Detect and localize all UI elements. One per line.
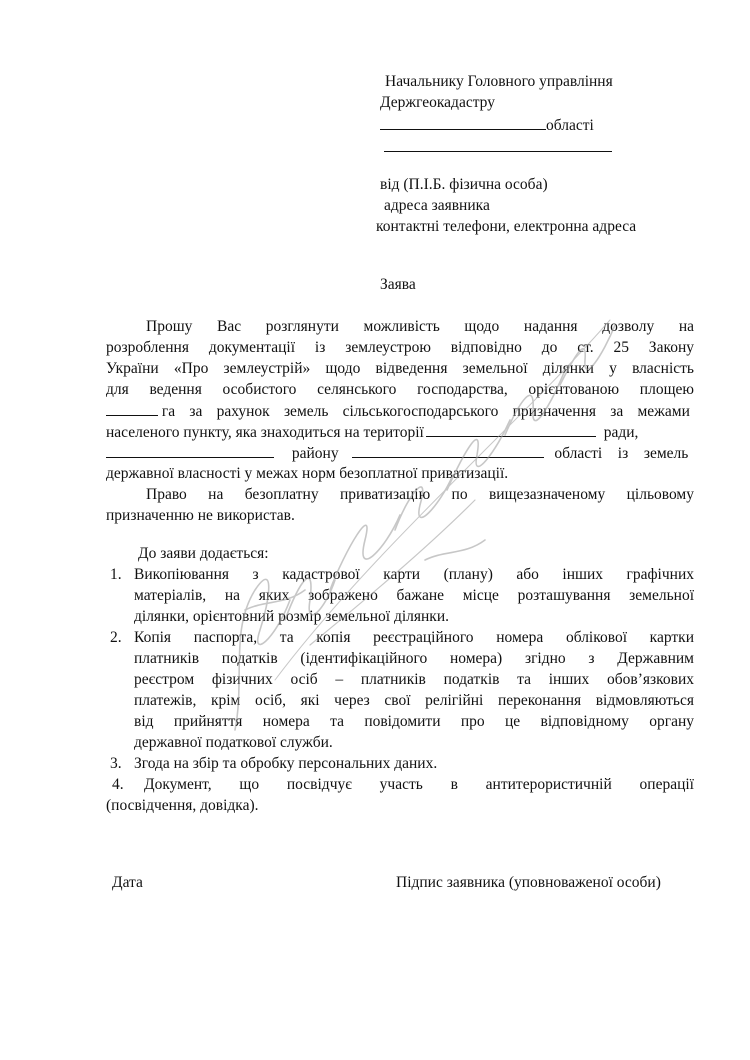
- recipient-line-2: Держгеокадастру: [380, 94, 495, 111]
- district-blank: [106, 443, 274, 458]
- p1-line-2: розроблення документації із землеустрою відповідно до ст. 25 Закону: [106, 339, 694, 356]
- recipient-line-1: Начальнику Головного управління: [385, 73, 613, 90]
- sender-line-1: від (П.І.Б. фізична особа): [380, 176, 548, 193]
- attachment-1-number: 1.: [110, 566, 122, 583]
- attachment-3-line-1: Згода на збір та обробку персональних даних.: [134, 755, 438, 772]
- attachment-2-number: 2.: [110, 629, 122, 646]
- attachment-2-line-4: платежів, крім осіб, які через свої релігійні переконання відмовляються: [134, 692, 694, 709]
- p2-line-1: Право на безоплатну приватизацію по вищезазначеному цільовому: [146, 486, 694, 503]
- council-blank: [426, 422, 596, 437]
- oblast-blank: [352, 443, 544, 458]
- attachment-4-number: 4.: [112, 776, 124, 793]
- attachments-heading: До заяви додається:: [138, 545, 269, 562]
- attachment-2-line-1: Копія паспорта, та копія реєстраційного номера облікової картки: [134, 629, 694, 646]
- attachment-2-line-6: державної податкової служби.: [134, 734, 333, 751]
- p1-line-3: України «Про землеустрій» щодо відведення земельної ділянки у власність: [106, 360, 694, 377]
- attachment-1-line-3: ділянки, орієнтовний розмір земельної ділянки.: [134, 608, 449, 625]
- recipient-blank: [384, 137, 612, 152]
- date-label: Дата: [112, 874, 143, 891]
- p1-line-8: державної власності у межах норм безоплатної приватизації.: [106, 465, 509, 482]
- recipient-line-4: [384, 137, 612, 158]
- p1-line-5-text: га за рахунок земель сільськогосподарського призначення за межами: [161, 403, 690, 420]
- attachment-2-line-3: реєстром фізичних осіб – платників податків та інших обов’язкових: [134, 671, 694, 688]
- p1-line-5: [106, 401, 690, 422]
- attachment-2-line-2: платників податків (ідентифікаційного номера) згідно з Державним: [134, 650, 694, 667]
- attachment-2-line-5: від прийняття номера та повідомити про це відповідному органу: [134, 713, 694, 730]
- recipient-line-3: [380, 115, 594, 136]
- p1-line-7: [106, 443, 694, 464]
- p1-line-6: [106, 422, 694, 443]
- signature-label: Підпис заявника (уповноваженої особи): [396, 874, 661, 891]
- p1-line-4: для ведення особистого селянського господарства, орієнтованою площею: [106, 381, 694, 398]
- attachment-1-line-1: Викопіювання з кадастрової карти (плану) або інших графічних: [134, 566, 694, 583]
- p1-line-1: Прошу Вас розглянути можливість щодо надання дозволу на: [146, 318, 694, 335]
- sender-line-3: контактні телефони, електронна адреса: [376, 218, 637, 235]
- region-suffix: області: [546, 117, 594, 134]
- p1-line-6-text: населеного пункту, яка знаходиться на території: [106, 424, 424, 441]
- oblast-label: області із земель: [554, 445, 689, 462]
- area-blank: [106, 401, 158, 416]
- district-label: району: [291, 445, 339, 462]
- p2-line-2: призначенню не використав.: [106, 507, 295, 524]
- attachment-4-line-2: (посвідчення, довідка).: [106, 797, 259, 814]
- attachment-3-number: 3.: [110, 755, 122, 772]
- sender-line-2: адреса заявника: [384, 197, 490, 214]
- attachment-4-line-1: Документ, що посвідчує участь в антитерористичній операції: [144, 776, 694, 793]
- council-suffix: ради,: [603, 424, 639, 441]
- region-blank: [380, 115, 546, 130]
- attachment-1-line-2: матеріалів, на яких зображено бажане місце розташування земельної: [134, 587, 694, 604]
- document-title: Заява: [380, 276, 416, 293]
